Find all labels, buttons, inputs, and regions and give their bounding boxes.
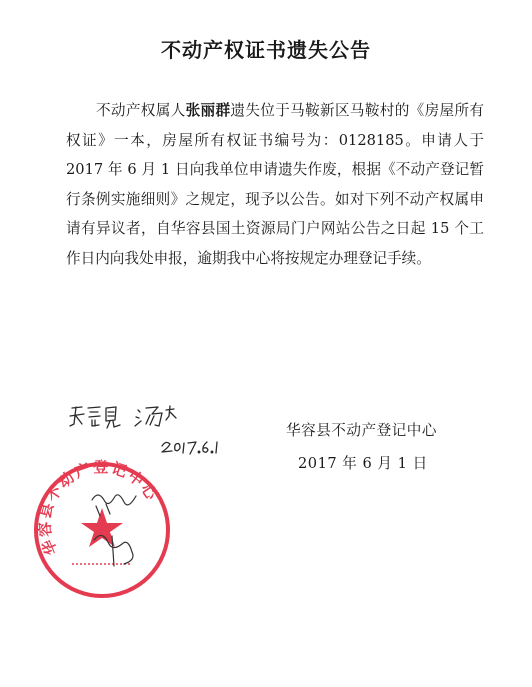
notice-body xyxy=(66,96,484,273)
official-seal xyxy=(28,456,176,604)
body-text-part2: 遗失位于马鞍新区马鞍村的《房屋所有权证》一本，房屋所有权证书编号为：0128185。申请人于 2017 年 6 月 1 日向我单位申请遗失作废，根据《不动产登记暂行条例实施细则》之规定，现予以公告。如对下列不动产权属申请有异议者，自华容县国土资源局门户网站公告之日起 15 个工作日内向我处申报，逾期我中心将按规定办理登记手续。 xyxy=(66,102,484,267)
notice-title: 不动产权证书遗失公告 xyxy=(161,38,371,62)
owner-name: 张丽群 xyxy=(185,102,231,119)
body-text-part1: 不动产权属人 xyxy=(96,102,186,119)
svg-text:华容县不动产登记中心: 华容县不动产登记中心 xyxy=(35,458,162,558)
issue-date: 2017 年 6 月 1 日 xyxy=(298,455,428,472)
issuer-name: 华容县不动产登记中心 xyxy=(286,422,437,439)
